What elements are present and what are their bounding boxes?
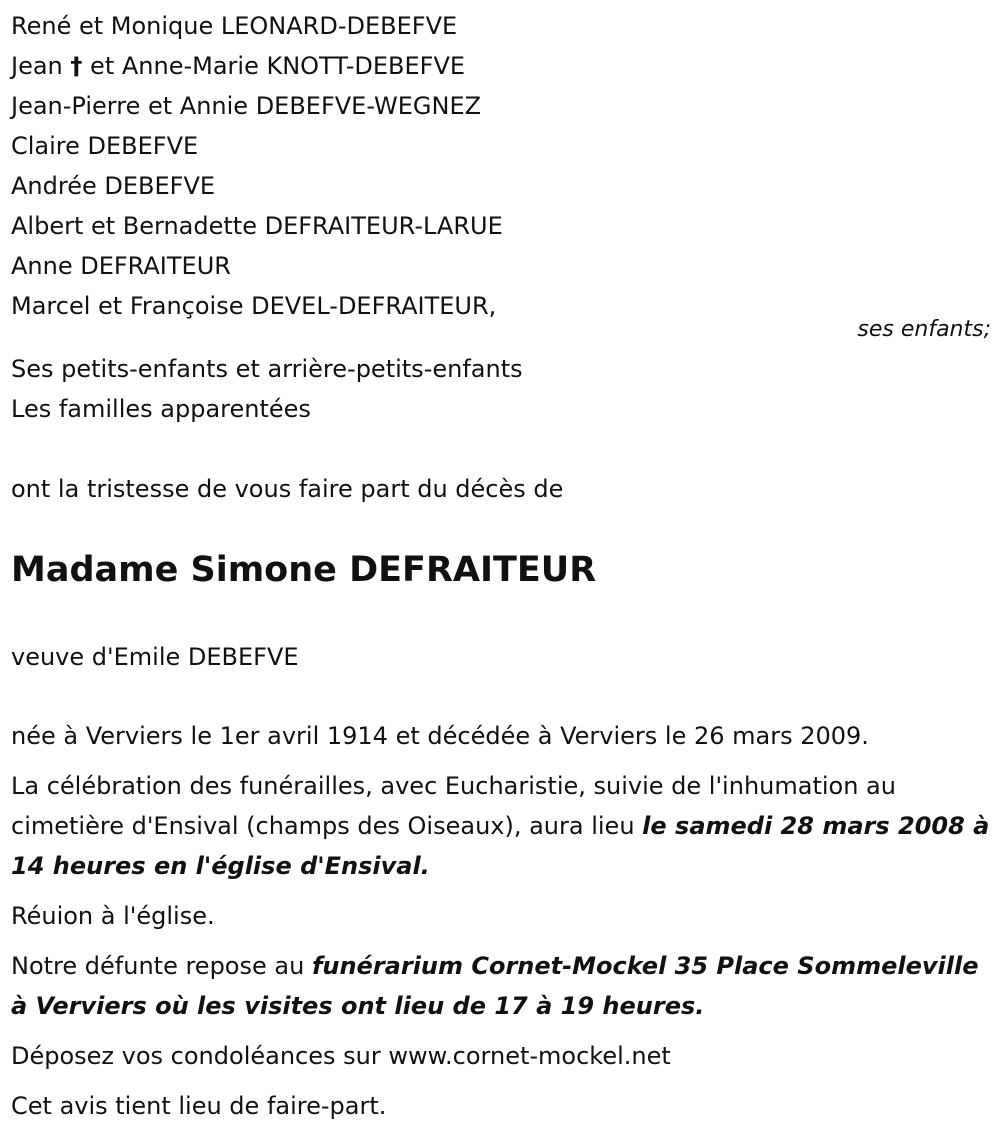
condolences-info: Déposez vos condoléances sur www.cornet-mockel.net <box>11 1042 671 1070</box>
cross-icon: † <box>70 52 83 80</box>
repose-emphasis: funérarium Cornet-Mockel 35 Place Sommeleville à Verviers où les visites ont lieu de 17 à 19 heures. <box>11 952 979 1020</box>
details-section <box>11 716 991 1136</box>
family-line-knott-rest: et Anne-Marie KNOTT-DEBEFVE <box>90 52 466 80</box>
family-line-andree: Andrée DEBEFVE <box>11 172 216 200</box>
repose-info <box>11 946 991 1026</box>
announcement-intro: ont la tristesse de vous faire part du décès de <box>11 475 564 503</box>
family-line-wegnez: Jean-Pierre et Annie DEBEFVE-WEGNEZ <box>11 92 482 120</box>
family-line-claire: Claire DEBEFVE <box>11 132 199 160</box>
family-line-knott-first: Jean <box>11 52 63 80</box>
ceremony-info <box>11 766 991 886</box>
family-line-larue: Albert et Bernadette DEFRAITEUR-LARUE <box>11 212 503 240</box>
other-relatives <box>11 349 523 429</box>
family-list <box>11 6 503 326</box>
ses-enfants-label: ses enfants; <box>857 317 991 342</box>
ceremony-text: La célébration des funérailles, avec Eucharistie, suivie de l'inhumation au cimetière d'Ensival (champs des Oiseaux), aura lieu <box>11 772 896 840</box>
family-line-devel: Marcel et Françoise DEVEL-DEFRAITEUR, <box>11 292 497 320</box>
ceremony-emphasis: le samedi 28 mars 2008 à 14 heures en l'église d'Ensival. <box>11 812 990 880</box>
reunion-info: Réuion à l'église. <box>11 902 215 930</box>
family-line-leonard: René et Monique LEONARD-DEBEFVE <box>11 12 458 40</box>
widow-of: veuve d'Emile DEBEFVE <box>11 643 299 671</box>
birth-death-dates: née à Verviers le 1er avril 1914 et décédée à Verviers le 26 mars 2009. <box>11 722 869 750</box>
relatives-line-grandchildren: Ses petits-enfants et arrière-petits-enfants <box>11 355 523 383</box>
family-line-knott <box>11 46 503 86</box>
repose-text: Notre défunte repose au <box>11 952 312 980</box>
closing-note: Cet avis tient lieu de faire-part. <box>11 1092 387 1120</box>
family-line-anne: Anne DEFRAITEUR <box>11 252 231 280</box>
relatives-line-families: Les familles apparentées <box>11 395 311 423</box>
deceased-name: Madame Simone DEFRAITEUR <box>11 550 597 590</box>
